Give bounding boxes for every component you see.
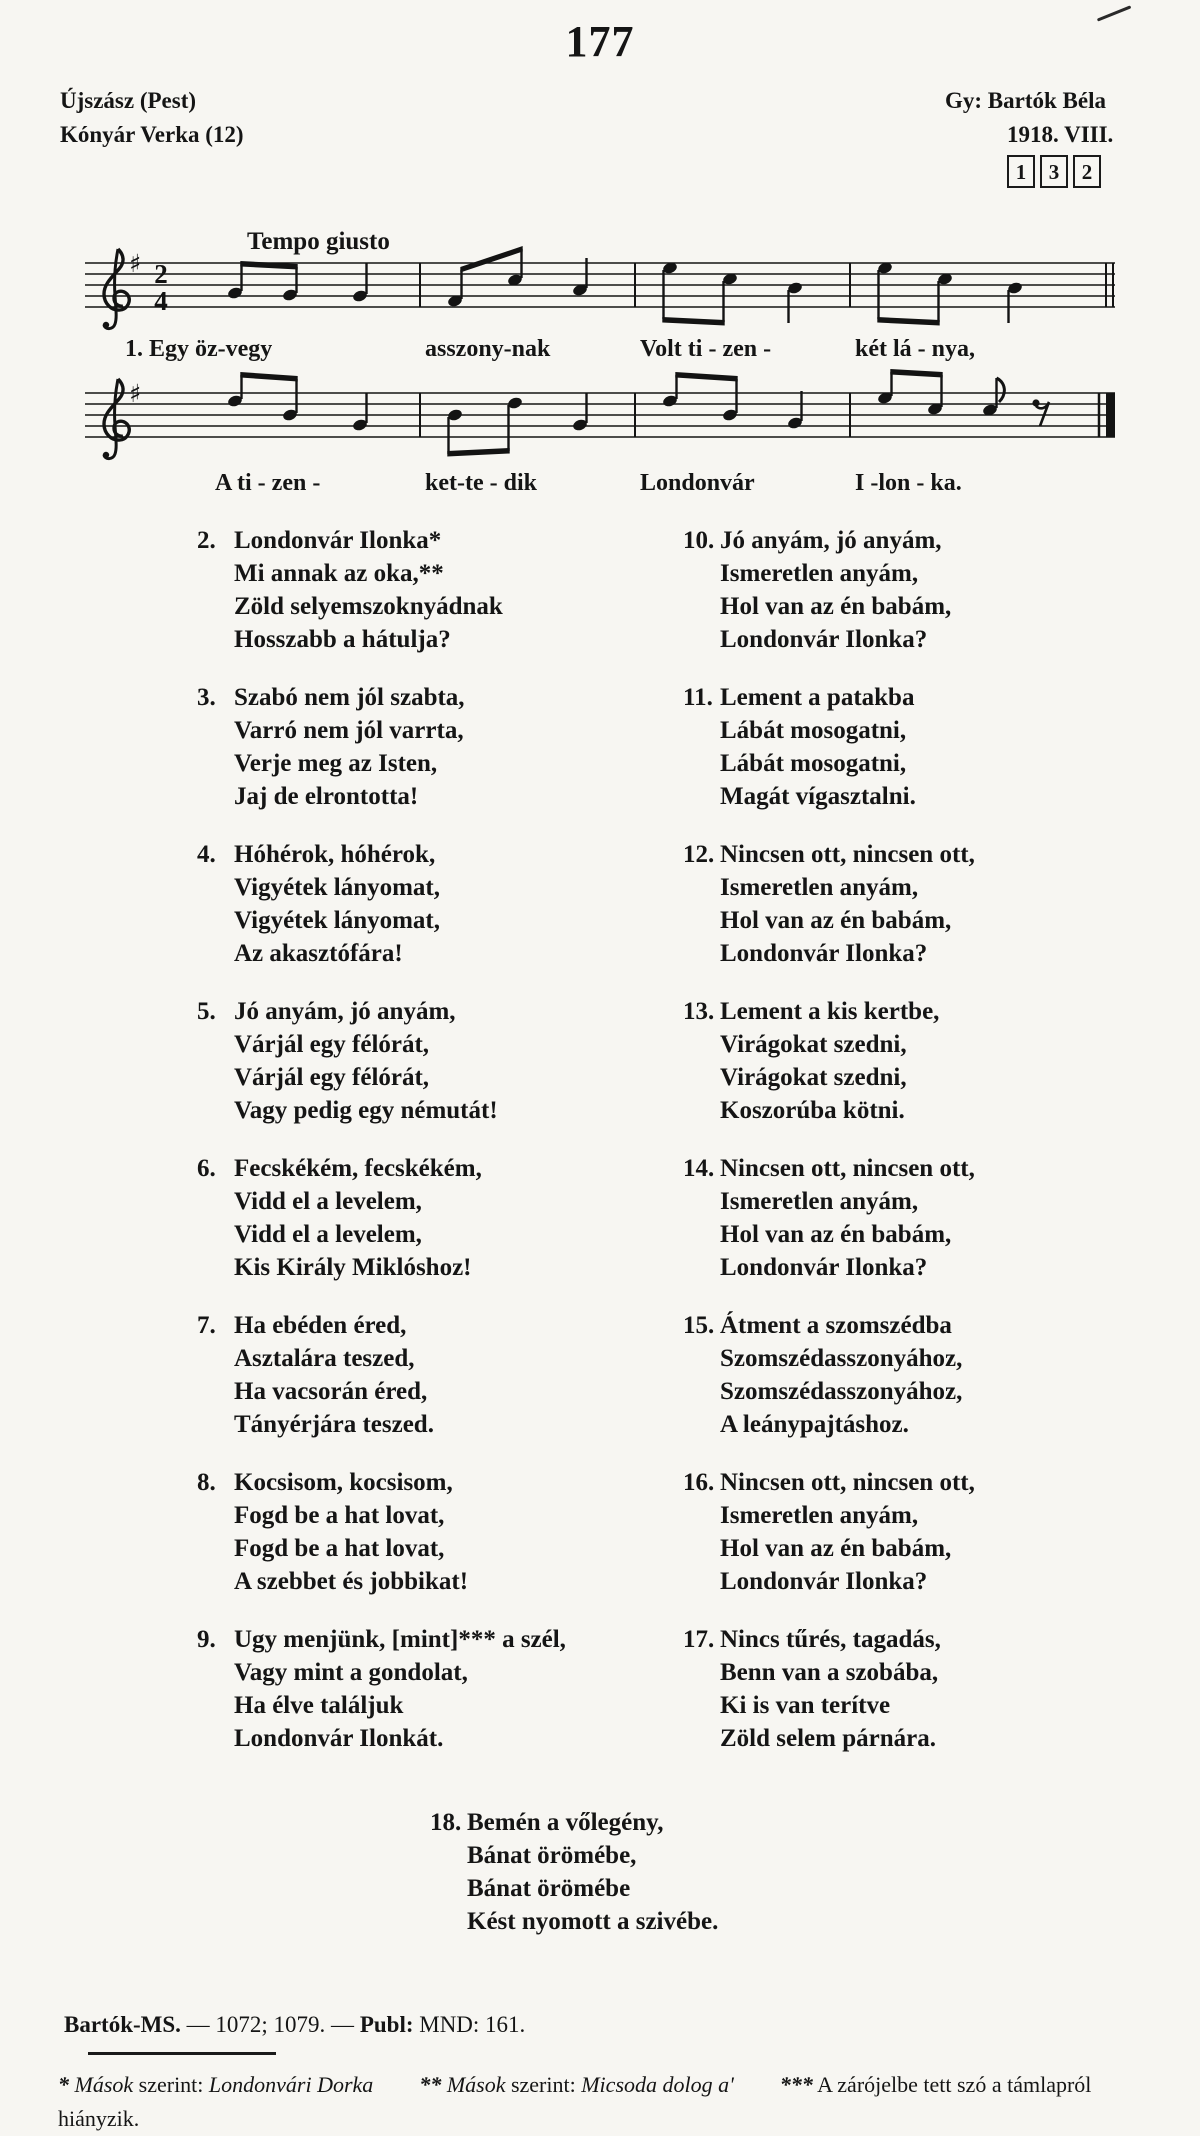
verse-line: Ha vacsorán éred, <box>234 1378 428 1405</box>
verse-number: 13. <box>683 998 715 1025</box>
verse-line: Vagy mint a gondolat, <box>234 1659 468 1686</box>
verse-line: Benn van a szobába, <box>720 1659 939 1686</box>
source-ms-label: Bartók-MS. <box>64 2012 181 2037</box>
verse-line: Virágokat szedni, <box>720 1064 907 1091</box>
class-box-2: 3 <box>1040 155 1068 188</box>
verse-16 <box>683 1466 975 1598</box>
verse-line: Fogd be a hat lovat, <box>234 1502 445 1529</box>
notes-measure-2 <box>447 246 589 308</box>
verse-line: Vigyétek lányomat, <box>234 907 440 934</box>
verse-line: Bánat örömébe, <box>467 1842 637 1869</box>
footnote-italic: Londonvári Dorka <box>208 2072 374 2097</box>
verse-line: Varró nem jól varrta, <box>234 717 464 744</box>
lyrics-line-2 <box>85 470 1120 506</box>
verse-line: Hóhérok, hóhérok, <box>234 841 436 868</box>
verse-line: Bánat örömébe <box>467 1875 631 1902</box>
verse-number: 17. <box>683 1626 715 1653</box>
collection-place: Újszász (Pest) <box>60 88 197 113</box>
notes-measure-4 <box>877 261 1024 326</box>
notes-measure-1 <box>227 372 369 432</box>
lyric-segment: I -lon - ka. <box>855 470 962 496</box>
verse-6 <box>197 1152 566 1284</box>
verse-line: Londonvár Ilonka? <box>720 1254 928 1281</box>
footnote-text: A zárójelbe tett szó a támlapról hiányzik. <box>58 2072 1092 2131</box>
treble-clef-icon <box>103 249 129 329</box>
verse-number: 14. <box>683 1155 715 1182</box>
treble-clef-icon <box>103 379 129 459</box>
verse-line: Vidd el a levelem, <box>234 1188 422 1215</box>
verse-number: 18. <box>430 1809 462 1836</box>
source-ms-numbers: — 1072; 1079. — <box>180 2012 360 2037</box>
verse-line: Koszorúba kötni. <box>720 1097 905 1124</box>
verse-line: Vidd el a levelem, <box>234 1221 422 1248</box>
verse-10 <box>683 524 975 656</box>
lyric-segment: Volt ti - zen - <box>640 336 772 362</box>
verse-line: Ismeretlen anyám, <box>720 560 919 587</box>
footnote-marker: ** <box>419 2072 442 2097</box>
verse-line: Nincs tűrés, tagadás, <box>720 1626 941 1653</box>
footnote-divider <box>88 2052 276 2055</box>
verse-14 <box>683 1152 975 1284</box>
verse-number: 12. <box>683 841 715 868</box>
verse-line: Kocsisom, kocsisom, <box>234 1469 453 1496</box>
collector-name: Gy: Bartók Béla <box>945 88 1106 113</box>
verse-line: Hol van az én babám, <box>720 907 952 934</box>
verse-line: Bemén a vőlegény, <box>467 1809 664 1836</box>
verse-9 <box>197 1623 566 1755</box>
time-signature <box>154 259 168 316</box>
header-left <box>60 84 244 152</box>
footnote-marker: *** <box>779 2072 813 2097</box>
footnote-marker: * <box>58 2072 69 2097</box>
verse-number: 16. <box>683 1469 715 1496</box>
header-right <box>945 84 1113 188</box>
verse-line: Várjál egy félórát, <box>234 1031 430 1058</box>
verse-line: Átment a szomszédba <box>720 1312 952 1339</box>
verse-line: Fogd be a hat lovat, <box>234 1535 445 1562</box>
key-signature-sharp-icon: ♯ <box>129 379 142 408</box>
verse-line: Ismeretlen anyám, <box>720 1502 919 1529</box>
verse-number: 9. <box>197 1626 216 1653</box>
verse-line: Ismeretlen anyám, <box>720 1188 919 1215</box>
verse-line: Szomszédasszonyához, <box>720 1345 963 1372</box>
verse-line: Jaj de elrontotta! <box>234 783 419 810</box>
lyric-segment: 1. Egy öz-vegy <box>125 336 273 362</box>
lyric-segment: ket-te - dik <box>425 470 537 496</box>
verse-line: Mi annak az oka,** <box>234 560 444 587</box>
lyric-segment: A ti - zen - <box>215 470 321 496</box>
verse-line: Szomszédasszonyához, <box>720 1378 963 1405</box>
performer-name: Kónyár Verka (12) <box>60 122 244 147</box>
footnote-italic: Mások <box>74 2072 134 2097</box>
verse-number: 5. <box>197 998 216 1025</box>
verse-2 <box>197 524 566 656</box>
verse-number: 11. <box>683 684 713 711</box>
notes-measure-3 <box>662 372 804 430</box>
verse-line: Nincsen ott, nincsen ott, <box>720 1155 975 1182</box>
verse-number: 7. <box>197 1312 216 1339</box>
class-box-3: 2 <box>1073 155 1101 188</box>
verse-line: Ismeretlen anyám, <box>720 874 919 901</box>
verse-line: Asztalára teszed, <box>234 1345 415 1372</box>
footnotes <box>58 2068 1170 2136</box>
page-number: 177 <box>565 17 635 66</box>
verse-line: Lábát mosogatni, <box>720 750 907 777</box>
footnote-text: szerint: <box>133 2072 209 2097</box>
verse-line: Ugy menjünk, [mint]*** a szél, <box>234 1626 566 1653</box>
source-reference <box>64 2012 525 2038</box>
verse-line: A szebbet és jobbikat! <box>234 1568 469 1595</box>
notes-measure-2 <box>447 393 589 457</box>
verse-number: 10. <box>683 527 715 554</box>
footnote-2 <box>419 2072 734 2097</box>
verse-line: Lábát mosogatni, <box>720 717 907 744</box>
source-publ-value: MND: 161. <box>413 2012 526 2037</box>
verse-line: Az akasztófára! <box>234 940 403 967</box>
verse-12 <box>683 838 975 970</box>
tempo-marking: Tempo giusto <box>247 228 390 255</box>
verse-column-left <box>197 524 566 1780</box>
verse-4 <box>197 838 566 970</box>
footnote-italic: Micsoda dolog a' <box>581 2072 734 2097</box>
verse-line: Zöld selyemszoknyádnak <box>234 593 503 620</box>
staff-lines <box>85 263 1115 307</box>
source-publ-label: Publ: <box>359 2012 414 2037</box>
verse-line: Hol van az én babám, <box>720 593 952 620</box>
verse-line: Zöld selem párnára. <box>720 1725 936 1752</box>
verse-line: Lement a patakba <box>720 684 915 711</box>
verse-line: Hosszabb a hátulja? <box>234 626 451 653</box>
verse-line: Vigyétek lányomat, <box>234 874 440 901</box>
notes-measure-3 <box>662 261 804 326</box>
verse-line: Hol van az én babám, <box>720 1535 952 1562</box>
lyric-segment: asszony-nak <box>425 336 551 362</box>
verse-5 <box>197 995 566 1127</box>
verse-line: Jó anyám, jó anyám, <box>234 998 456 1025</box>
verse-7 <box>197 1309 566 1441</box>
verse-line: Ha élve találjuk <box>234 1692 404 1719</box>
verse-line: Verje meg az Isten, <box>234 750 438 777</box>
footnote-text: szerint: <box>505 2072 582 2097</box>
verse-number: 2. <box>197 527 216 554</box>
verse-line: Tányérjára teszed. <box>234 1411 434 1438</box>
verse-line: Londonvár Ilonka? <box>720 940 928 967</box>
verse-line: Londonvár Ilonka? <box>720 626 928 653</box>
verse-line: Londonvár Ilonka? <box>720 1568 928 1595</box>
verse-number: 8. <box>197 1469 216 1496</box>
verse-number: 4. <box>197 841 216 868</box>
verse-17 <box>683 1623 975 1755</box>
verse-line: Londonvár Ilonkát. <box>234 1725 444 1752</box>
footnote-italic: Mások <box>446 2072 506 2097</box>
verse-line: Nincsen ott, nincsen ott, <box>720 1469 975 1496</box>
verse-line: Kést nyomott a szivébe. <box>467 1908 719 1935</box>
verse-line: Londonvár Ilonka* <box>234 527 442 554</box>
verse-line: Kis Király Miklóshoz! <box>234 1254 472 1281</box>
verse-column-right <box>683 524 975 1780</box>
verse-line: Fecskékém, fecskékém, <box>234 1155 482 1182</box>
classification-boxes <box>1007 155 1113 188</box>
verse-line: Virágokat szedni, <box>720 1031 907 1058</box>
footnote-1 <box>58 2072 373 2097</box>
verse-18 <box>430 1806 718 1938</box>
key-signature-sharp-icon: ♯ <box>129 249 142 278</box>
verse-11 <box>683 681 975 813</box>
svg-text:4: 4 <box>154 286 168 316</box>
lyric-segment: két lá - nya, <box>855 336 975 362</box>
verse-line: Lement a kis kertbe, <box>720 998 940 1025</box>
verse-line: Vagy pedig egy némutát! <box>234 1097 498 1124</box>
verse-line: A leánypajtáshoz. <box>720 1411 909 1438</box>
verse-8 <box>197 1466 566 1598</box>
verse-13 <box>683 995 975 1127</box>
verse-line: Magát vígasztalni. <box>720 783 916 810</box>
class-box-1: 1 <box>1007 155 1035 188</box>
verse-line: Nincsen ott, nincsen ott, <box>720 841 975 868</box>
verse-number: 15. <box>683 1312 715 1339</box>
verse-line: Jó anyám, jó anyám, <box>720 527 942 554</box>
verse-15 <box>683 1309 975 1441</box>
lyric-segment: Londonvár <box>640 470 755 496</box>
verse-line: Várjál egy félórát, <box>234 1064 430 1091</box>
verse-number: 3. <box>197 684 216 711</box>
verse-3 <box>197 681 566 813</box>
verse-line: Ha ebéden éred, <box>234 1312 407 1339</box>
verse-line: Szabó nem jól szabta, <box>234 684 465 711</box>
verse-line: Ki is van terítve <box>720 1692 891 1719</box>
verse-number: 6. <box>197 1155 216 1182</box>
collection-date: 1918. VIII. <box>1007 122 1114 147</box>
verse-line: Hol van az én babám, <box>720 1221 952 1248</box>
svg-text:2: 2 <box>154 259 168 289</box>
